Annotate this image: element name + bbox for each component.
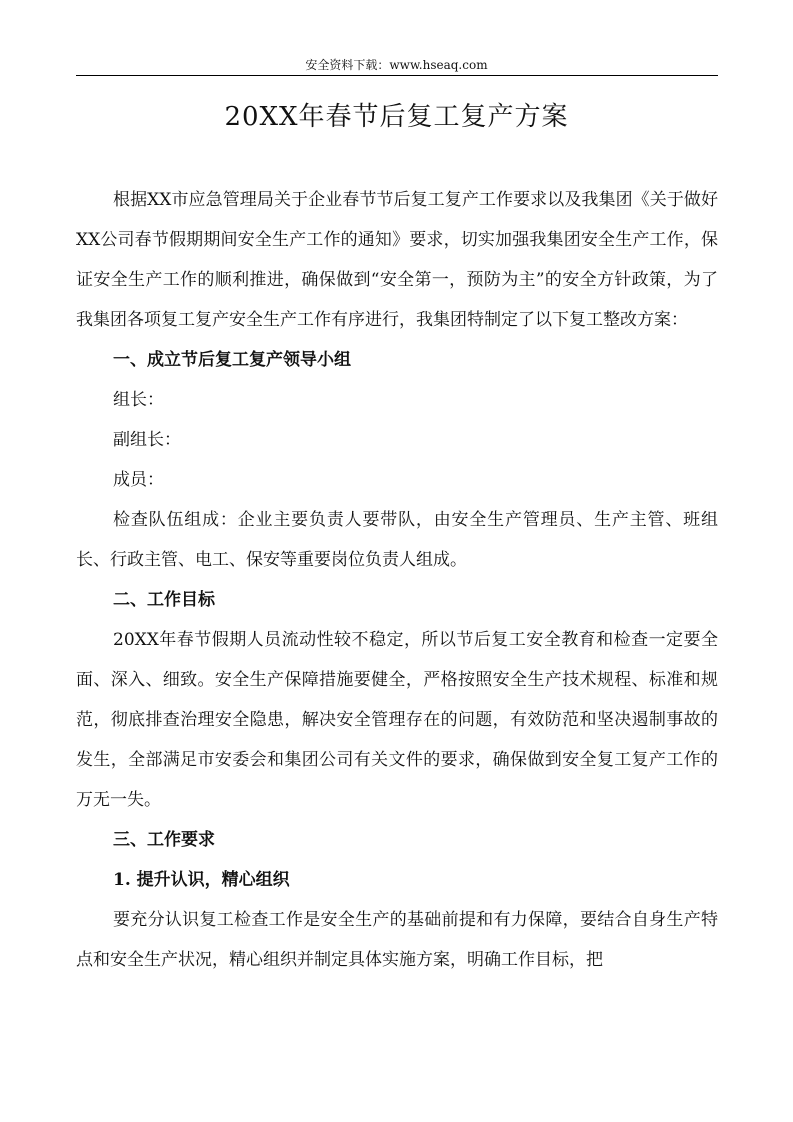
team-paragraph: 检查队伍组成：企业主要负责人要带队，由安全生产管理员、生产主管、班组长、行政主管、电工、保安等重要岗位负责人组成。 xyxy=(76,510,718,570)
page-header: 安全资料下载：www.hseaq.com xyxy=(305,58,488,72)
intro-paragraph: 根据XX市应急管理局关于企业春节节后复工复产工作要求以及我集团《关于做好XX公司春节假期期间安全生产工作的通知》要求，切实加强我集团安全生产工作，保证安全生产工作的顺利推进，确保做到“安全第一，预防为主”的安全方针政策，为了我集团各项复工复产安全生产工作有序进行，我集团特制定了以下复工整改方案： xyxy=(76,190,718,330)
members-line: 成员： xyxy=(113,470,164,490)
document-title: 20XX年春节后复工复产方案 xyxy=(224,102,569,132)
leader-line: 组长： xyxy=(113,390,164,410)
goal-paragraph: 20XX年春节假期人员流动性较不稳定，所以节后复工安全教育和检查一定要全面、深入、细致。安全生产保障措施要健全，严格按照安全生产技术规程、标准和规范，彻底排查治理安全隐患，解决安全管理存在的问题，有效防范和坚决遏制事故的发生，全部满足市安委会和集团公司有关文件的要求，确保做到安全复工复产工作的万无一失。 xyxy=(76,630,718,810)
deputy-leader-line: 副组长： xyxy=(113,430,181,450)
section-heading-3: 三、工作要求 xyxy=(113,830,215,850)
section-heading-1: 一、成立节后复工复产领导小组 xyxy=(113,350,351,370)
subsection-1-paragraph: 要充分认识复工检查工作是安全生产的基础前提和有力保障，要结合自身生产特点和安全生产状况，精心组织并制定具体实施方案，明确工作目标，把 xyxy=(76,910,718,970)
section-heading-2: 二、工作目标 xyxy=(113,590,215,610)
subsection-heading-1: 1. 提升认识，精心组织 xyxy=(113,870,290,890)
document-body xyxy=(76,180,718,980)
header-divider xyxy=(76,75,718,76)
